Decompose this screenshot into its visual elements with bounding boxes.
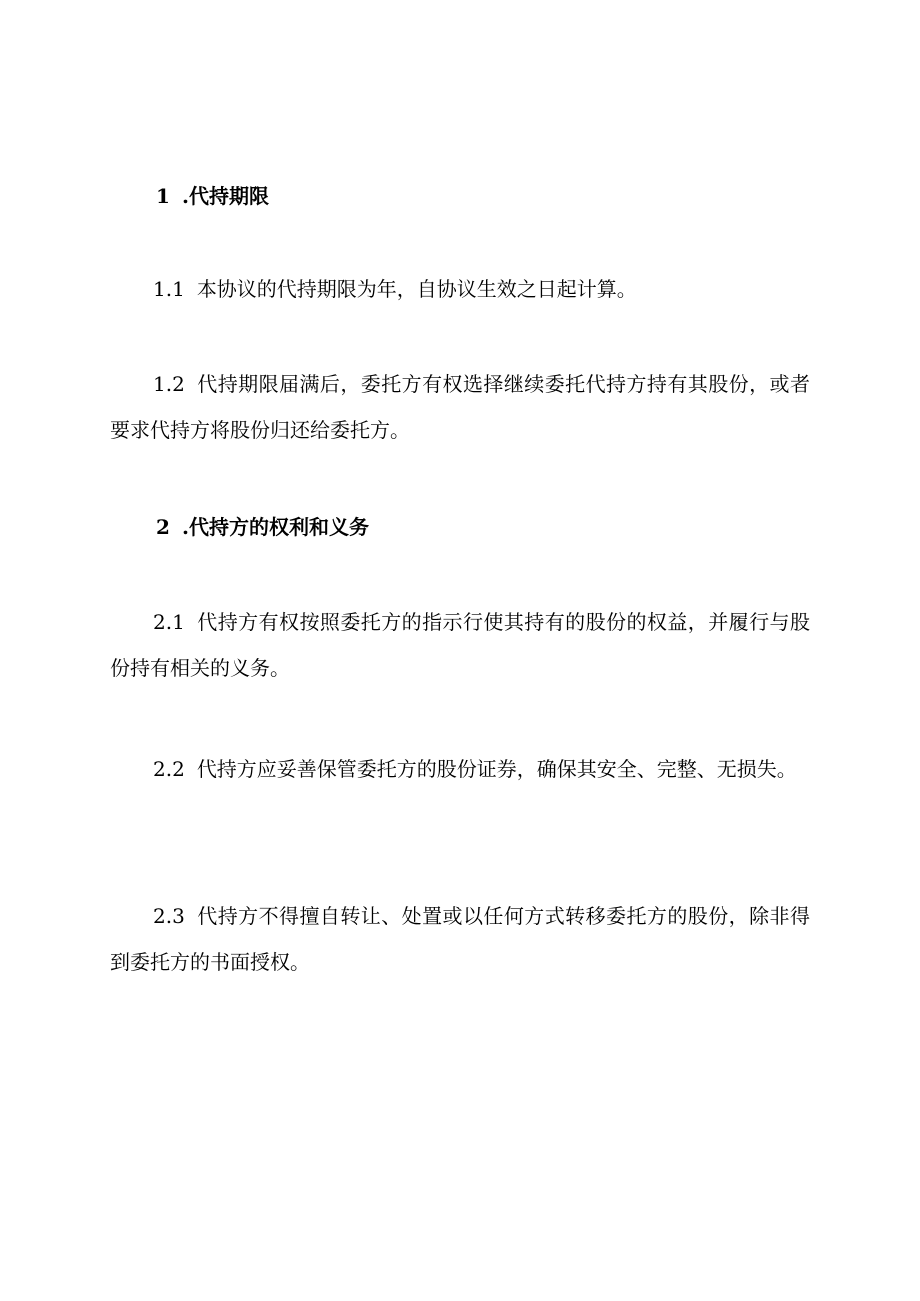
clause-text: 代持方应妥善保管委托方的股份证券，确保其安全、完整、无损失。 [196, 757, 797, 781]
clause-text: 代持方有权按照委托方的指示行使其持有的股份的权益，并履行与股份持有相关的义务。 [110, 610, 810, 680]
section-title: .代持方的权利和义务 [182, 515, 369, 539]
clause-2-1 [110, 599, 810, 691]
clause-text: 代持期限届满后，委托方有权选择继续委托代持方持有其股份，或者要求代持方将股份归还给委托方。 [110, 372, 810, 442]
clause-1-1 [110, 266, 810, 312]
clause-2-2 [110, 746, 810, 792]
clause-number: 2.2 [153, 757, 185, 781]
clause-2-3 [110, 893, 810, 985]
clause-number: 1.2 [153, 372, 185, 396]
clause-text: 本协议的代持期限为年，自协议生效之日起计算。 [196, 277, 637, 301]
clause-number: 1.1 [153, 277, 185, 301]
clause-text: 代持方不得擅自转让、处置或以任何方式转移委托方的股份，除非得到委托方的书面授权。 [110, 904, 810, 974]
section-heading-2 [156, 513, 369, 541]
section-number: 1 [156, 184, 170, 208]
clause-1-2 [110, 361, 810, 453]
section-number: 2 [156, 515, 170, 539]
section-title: .代持期限 [182, 184, 269, 208]
clause-number: 2.1 [153, 610, 185, 634]
clause-number: 2.3 [153, 904, 185, 928]
section-heading-1 [156, 182, 269, 210]
